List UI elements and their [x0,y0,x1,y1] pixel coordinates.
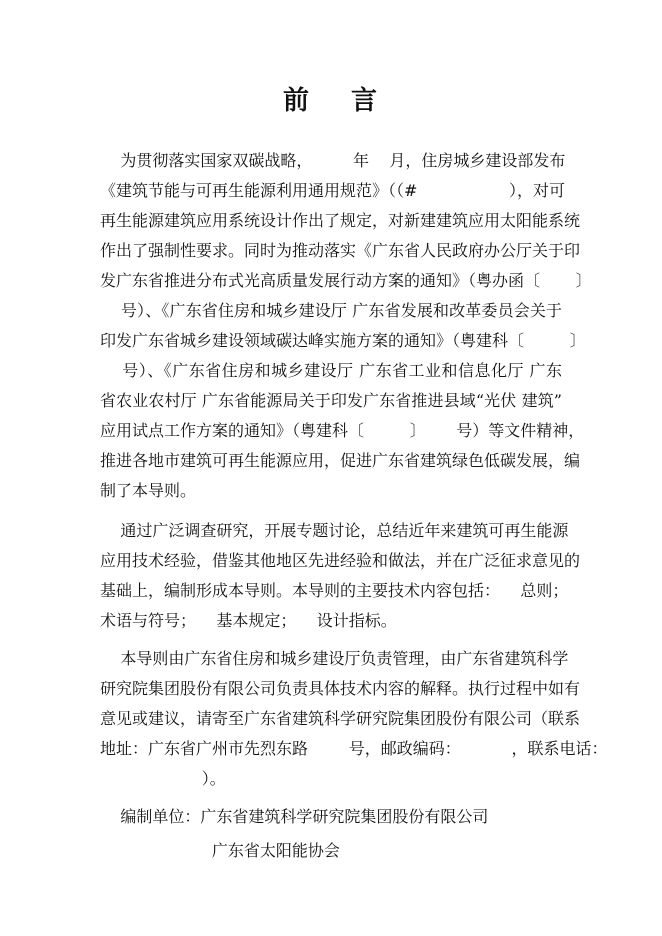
compiler-line: 广东省太阳能协会 [100,841,340,860]
title-char-2: 言 [351,86,380,116]
text-line: 地址：广东省广州市先烈东路 号，邮政编码： ，联系电话： [100,739,608,758]
text-line: 通过广泛调查研究，开展专题讨论，总结近年来建筑可再生能源 [100,521,569,540]
text-line: ）。 [100,769,226,788]
text-line: 省农业农村厅 广东省能源局关于印发广东省推进县域“光伏 建筑” [100,391,562,410]
text-line: 基础上，编制形成本导则。本导则的主要技术内容包括： 总则； [100,581,569,600]
text-line: 术语与符号； 基本规定； 设计指标。 [100,611,397,630]
text-line: 为贯彻落实国家双碳战略， 年 月，住房城乡建设部发布 [100,151,566,170]
text-line: 《建筑节能与可再生能源利用通用规范》（（# ），对可 [100,181,565,200]
text-line: 本导则由广东省住房和城乡建设厅负责管理，由广东省建筑科学 [100,649,569,668]
page-title [0,80,662,117]
text-line: 再生能源建筑应用系统设计作出了规定，对新建建筑应用太阳能系统 [100,211,581,230]
text-line: 应用技术经验，借鉴其他地区先进经验和做法，并在广泛征求意见的 [100,551,581,570]
compiler-line: 编制单位：广东省建筑科学研究院集团股份有限公司 [100,807,489,826]
text-line: 制了本导则。 [100,481,197,500]
text-line: 应用试点工作方案的通知》（粤建科〔 〕 号）等文件精神， [100,421,585,440]
text-line: 意见或建议，请寄至广东省建筑科学研究院集团股份有限公司（联系 [100,709,581,728]
title-char-1: 前 [282,86,311,116]
text-line: 发广东省推进分布式光高质量发展行动方案的通知》（粤办函〔 〕 [100,271,592,290]
text-line: 号）、《广东省住房和城乡建设厅 广东省发展和改革委员会关于 [100,301,562,320]
text-line: 推进各地市建筑可再生能源应用，促进广东省建筑绿色低碳发展，编 [100,451,581,470]
text-line: 研究院集团股份有限公司负责具体技术内容的解释。执行过程中如有 [100,679,581,698]
text-line: 作出了强制性要求。同时为推动落实《广东省人民政府办公厅关于印 [100,241,581,260]
text-line: 印发广东省城乡建设领域碳达峰实施方案的通知》（粤建科〔 〕 [100,331,586,350]
text-line: 号）、《广东省住房和城乡建设厅 广东省工业和信息化厅 广东 [100,361,562,380]
